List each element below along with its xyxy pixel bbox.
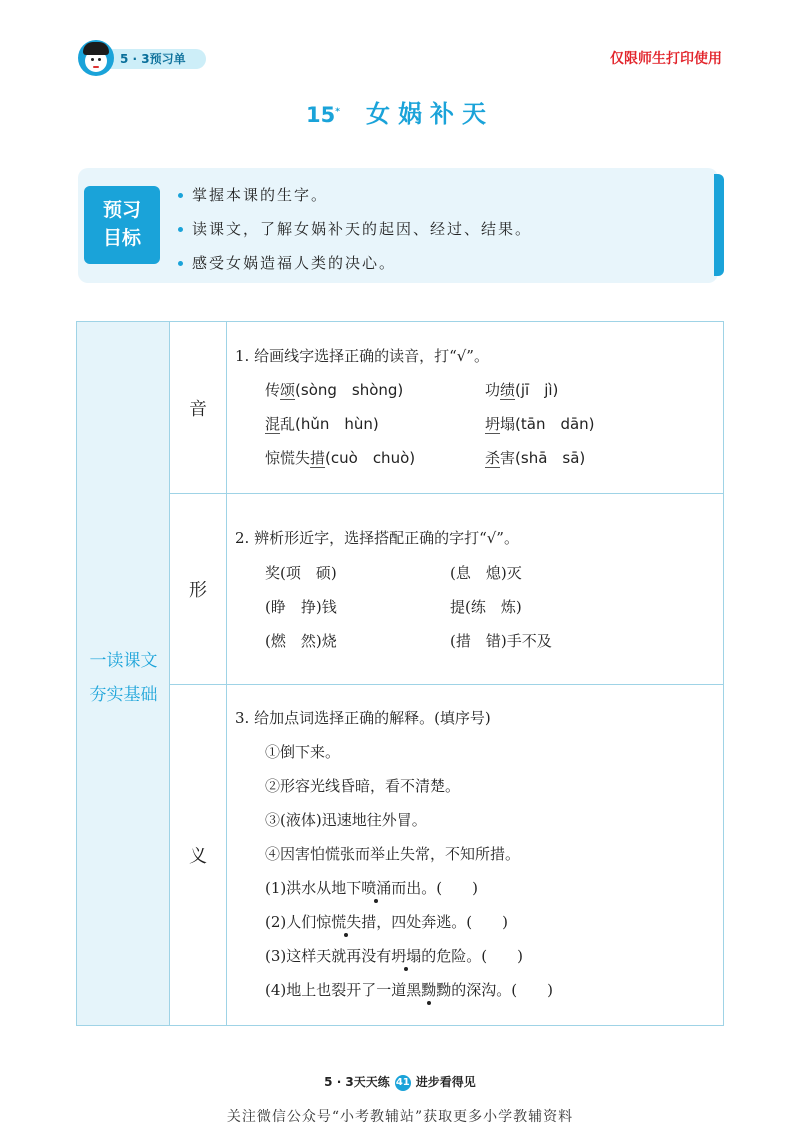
sentence-item: (3)这样天就再没有坍塌的危险。( ) — [265, 947, 523, 965]
page-footer — [0, 1073, 800, 1091]
exercise-table — [76, 321, 724, 1026]
choice-item: 奖(项 硕) — [265, 564, 337, 582]
choice-item: (措 错)手不及 — [450, 632, 552, 650]
lesson-mark: * — [335, 107, 340, 117]
question-2: 2. 辨析形近字，选择搭配正确的字打“√”。 — [235, 529, 519, 547]
objectives-list — [178, 178, 532, 280]
objective-item: 掌握本课的生字。 — [178, 178, 532, 212]
footer-series: 5 · 3天天练 — [324, 1075, 390, 1089]
objectives-label-line1: 预习 — [102, 199, 141, 221]
section-title: 一读课文 — [89, 651, 158, 671]
series-badge — [78, 40, 208, 76]
sentence-item: (2)人们惊慌失措，四处奔逃。( ) — [265, 913, 508, 931]
sentence-item: (4)地上也裂开了一道黑黝黝的深沟。( ) — [265, 981, 553, 999]
choice-item: (燃 然)烧 — [265, 632, 337, 650]
pinyin-item: 杀害(shā sā) — [485, 449, 586, 467]
question-3: 3. 给加点词选择正确的解释。(填序号) — [235, 709, 491, 727]
row-word-meaning — [170, 685, 723, 1025]
preview-objectives-panel — [78, 168, 718, 283]
pinyin-item: 混乱(hǔn hùn) — [265, 415, 379, 433]
objectives-label — [84, 186, 160, 264]
mascot-avatar-icon — [78, 40, 114, 76]
category-label: 形 — [170, 494, 227, 684]
meaning-option: ③(液体)迅速地往外冒。 — [265, 811, 427, 829]
objective-item: 读课文，了解女娲补天的起因、经过、结果。 — [178, 212, 532, 246]
meaning-option: ①倒下来。 — [265, 743, 341, 761]
objective-item: 感受女娲造福人类的决心。 — [178, 246, 532, 280]
print-usage-note: 仅限师生打印使用 — [610, 51, 722, 67]
objectives-label-line2: 目标 — [102, 227, 141, 249]
lesson-title — [0, 94, 800, 129]
meaning-option: ④因害怕慌张而举止失常，不知所措。 — [265, 845, 521, 863]
category-label: 义 — [170, 685, 227, 1025]
row-character-shape — [170, 494, 723, 685]
question-1: 1. 给画线字选择正确的读音，打“√”。 — [235, 347, 489, 365]
panel-edge — [714, 174, 724, 276]
meaning-option: ②形容光线昏暗，看不清楚。 — [265, 777, 461, 795]
footer-slogan: 进步看得见 — [415, 1075, 476, 1089]
footer-note: 关注微信公众号“小考教辅站”获取更多小学教辅资料 — [226, 1109, 574, 1125]
page-number: 41 — [395, 1075, 411, 1091]
row-pronunciation — [170, 322, 723, 494]
pinyin-item: 功绩(jī jì) — [485, 381, 559, 399]
section-sidebar — [77, 322, 170, 1025]
lesson-number — [306, 103, 340, 127]
sentence-item: (1)洪水从地下喷涌而出。( ) — [265, 879, 478, 897]
section-subtitle: 夯实基础 — [89, 685, 158, 705]
category-label: 音 — [170, 322, 227, 493]
choice-item: (息 熄)灭 — [450, 564, 522, 582]
lesson-name: 女娲补天 — [365, 100, 494, 128]
pinyin-item: 传颂(sòng shòng) — [265, 381, 404, 399]
choice-item: (睁 挣)钱 — [265, 598, 337, 616]
pinyin-item: 惊慌失措(cuò chuò) — [265, 449, 416, 467]
choice-item: 提(练 炼) — [450, 598, 522, 616]
pinyin-item: 坍塌(tān dān) — [485, 415, 595, 433]
series-label: 5 · 3预习单 — [96, 49, 206, 69]
lesson-number-value: 15 — [306, 103, 336, 127]
